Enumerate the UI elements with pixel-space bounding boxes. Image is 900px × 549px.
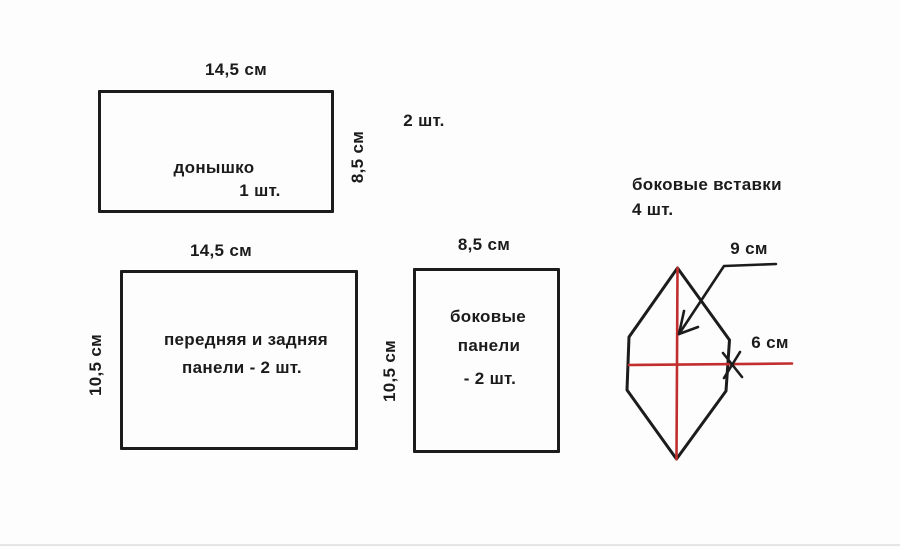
side-panels-name-line2: панели — [457, 336, 521, 355]
extra-count-label: 2 шт. — [403, 111, 445, 130]
bottom-piece-height-label: 8,5 см — [348, 130, 367, 184]
side-inserts-width-dim-label: 6 см — [751, 333, 789, 352]
side-panels-name-line3: - 2 шт. — [463, 369, 517, 388]
bottom-edge-line — [0, 544, 900, 546]
side-panels-width-label: 8,5 см — [457, 235, 511, 254]
height-dim-leader-line — [679, 264, 776, 334]
front-back-width-label: 14,5 см — [190, 241, 252, 260]
front-back-name-line1: передняя и задняя — [163, 330, 329, 349]
side-inserts-height-dim-label: 9 см — [730, 239, 768, 258]
side-panels-name-line1: боковые — [449, 307, 527, 326]
bottom-piece-name: донышко — [173, 158, 255, 177]
horizontal-axis-line — [629, 364, 792, 366]
side-panels-height-label: 10,5 см — [380, 340, 399, 402]
front-back-name-line2: панели - 2 шт. — [182, 358, 302, 377]
bottom-piece-count: 1 шт. — [239, 181, 281, 200]
side-inserts-title-line1: боковые вставки — [632, 175, 782, 194]
front-back-height-label: 10,5 см — [86, 334, 105, 396]
bottom-piece-width-label: 14,5 см — [205, 60, 267, 79]
side-inserts-title-line2: 4 шт. — [632, 200, 674, 219]
